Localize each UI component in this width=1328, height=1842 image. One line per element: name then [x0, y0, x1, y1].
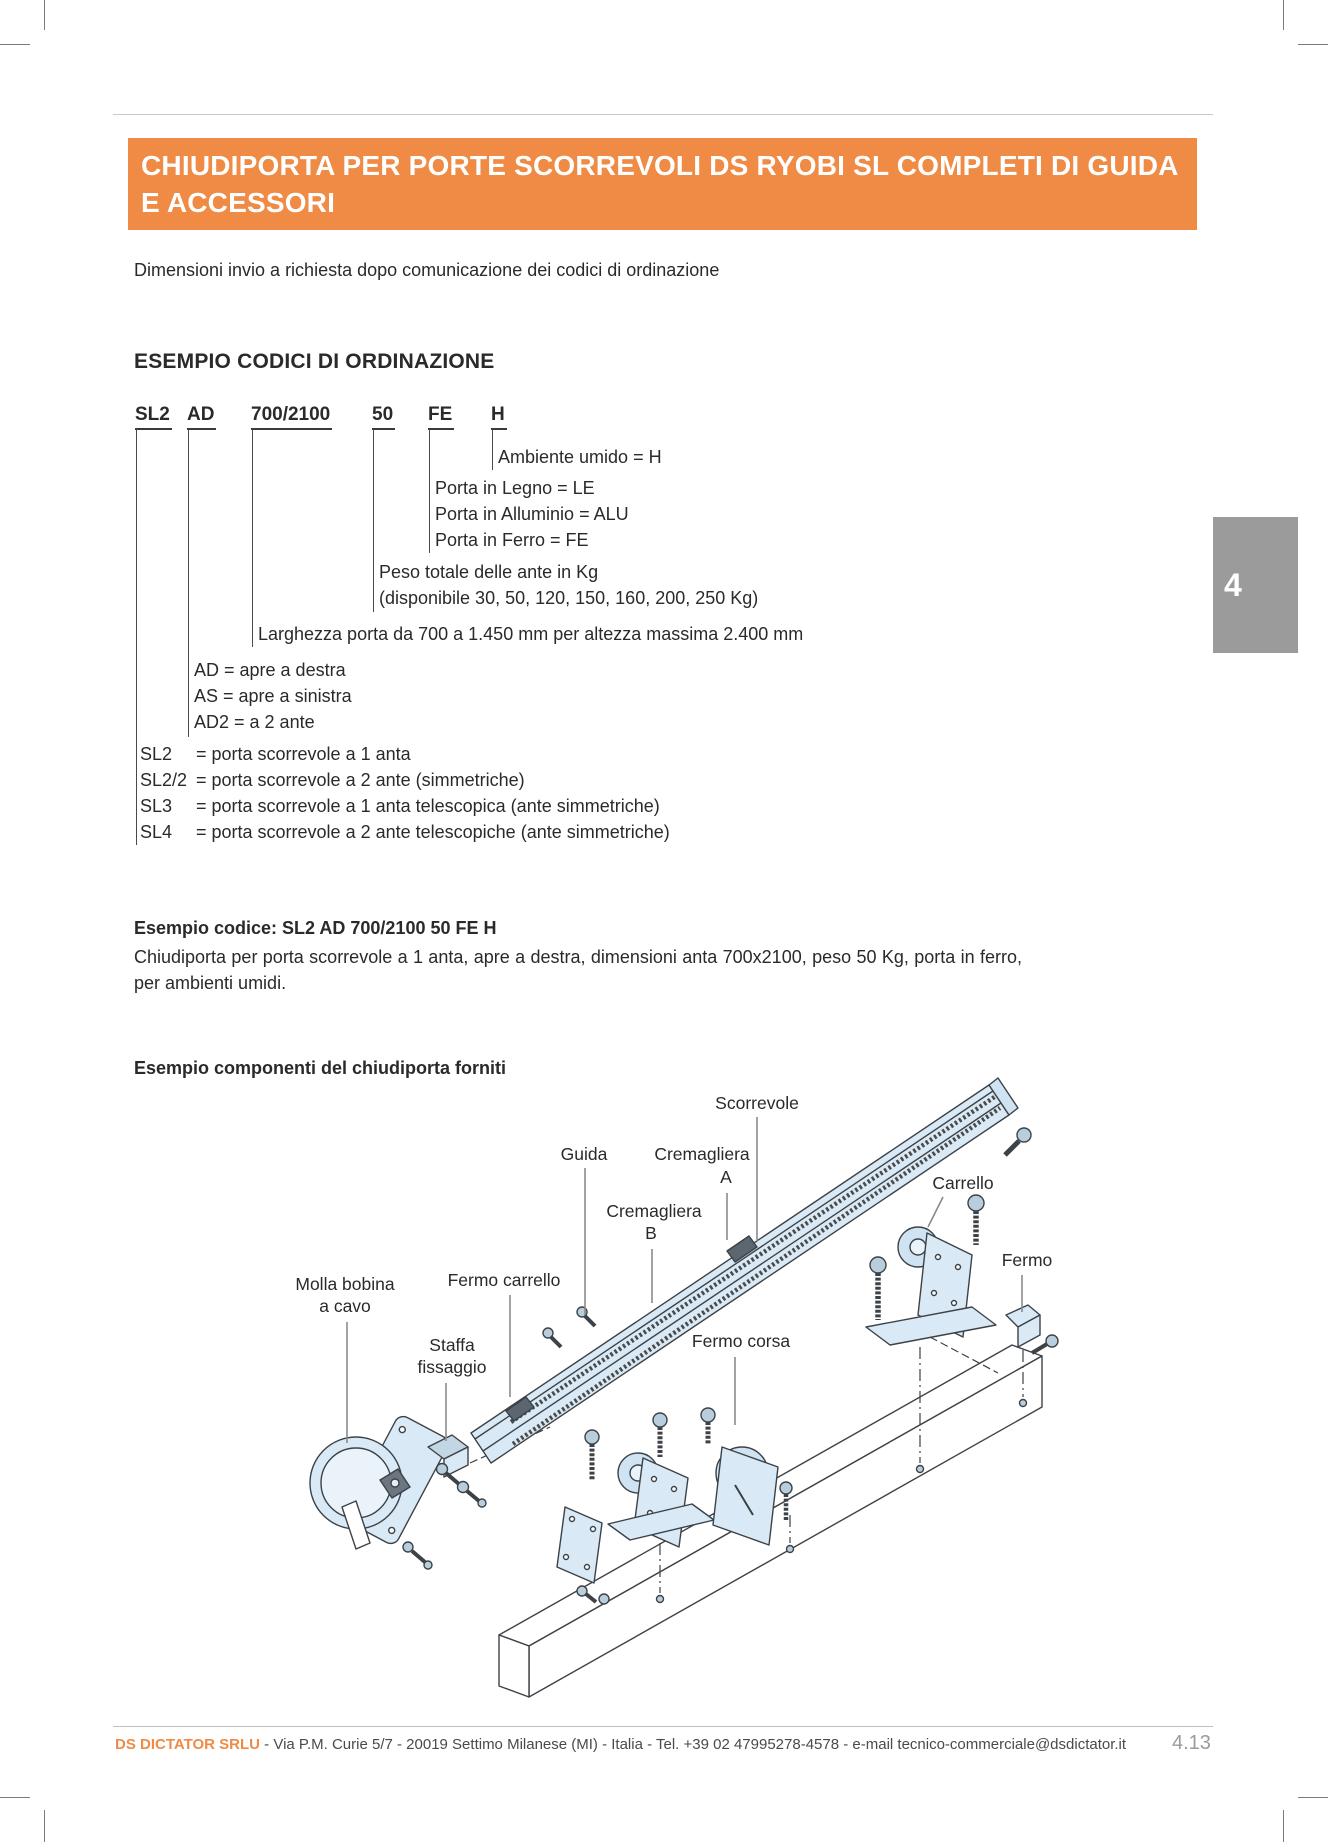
- label-ambiente: Ambiente umido = H: [498, 447, 662, 467]
- tipo-desc: = porta scorrevole a 1 anta: [196, 744, 411, 764]
- connector-line: [136, 429, 137, 845]
- label-fermo-carrello: Fermo carrello: [447, 1270, 561, 1290]
- title-banner: [128, 138, 1197, 230]
- top-rule: [113, 114, 1213, 115]
- crop-mark: [1298, 44, 1328, 45]
- code-part-peso: 50: [372, 404, 395, 430]
- code-part-ambiente: H: [491, 404, 507, 430]
- label-peso-2: (disponibile 30, 50, 120, 150, 160, 200, 250 Kg): [379, 588, 759, 608]
- tipo-code: SL4: [140, 822, 173, 842]
- label-peso-1: Peso totale delle ante in Kg: [379, 562, 599, 582]
- label-scorrevole: Scorrevole: [715, 1093, 799, 1113]
- intro-text: Dimensioni invio a richiesta dopo comunicazione dei codici di ordinazione: [134, 260, 720, 280]
- crop-mark: [0, 44, 30, 45]
- label-guida: Guida: [560, 1144, 608, 1164]
- crop-mark: [1283, 1810, 1284, 1842]
- tipo-row: [140, 744, 411, 765]
- connector-line: [252, 429, 253, 647]
- tipo-code: SL3: [140, 796, 173, 816]
- label-fermo: Fermo: [1001, 1250, 1053, 1270]
- label-larghezza: Larghezza porta da 700 a 1.450 mm per altezza massima 2.400 mm: [258, 624, 804, 644]
- chapter-tab: [1213, 517, 1298, 653]
- label-apertura-ad: AD = apre a destra: [194, 660, 346, 680]
- connector-line: [373, 429, 374, 612]
- label-staffa-2: fissaggio: [417, 1357, 487, 1377]
- label-cremagliera-b: Cremagliera: [606, 1201, 702, 1221]
- label-carrello: Carrello: [932, 1173, 994, 1193]
- label-staffa-1: Staffa: [429, 1335, 475, 1355]
- tipo-row: [140, 796, 660, 817]
- crop-mark: [0, 1797, 30, 1798]
- label-molla-2: a cavo: [319, 1296, 371, 1316]
- crop-mark: [1283, 0, 1284, 30]
- tipo-row: [140, 822, 670, 843]
- example-code-label: Esempio codice: SL2 AD 700/2100 50 FE H: [134, 918, 497, 938]
- label-porta-legno: Porta in Legno = LE: [435, 478, 595, 498]
- connector-line: [429, 429, 430, 553]
- footer-info: - Via P.M. Curie 5/7 - 20019 Settimo Milanese (MI) - Italia - Tel. +39 02 47995278-4578 - e-mail tecnico-commerciale@dsdictator.it: [260, 1736, 1127, 1753]
- label-cremagliera-b2: B: [645, 1223, 657, 1243]
- tipo-desc: = porta scorrevole a 2 ante (simmetriche): [196, 770, 525, 790]
- label-cremagliera-a2: A: [720, 1167, 732, 1187]
- label-cremagliera-a: Cremagliera: [654, 1144, 750, 1164]
- page-number: 4.13: [1172, 1732, 1211, 1754]
- crop-mark: [44, 0, 45, 30]
- footer-text: [115, 1736, 1126, 1753]
- crop-mark: [1298, 1797, 1328, 1798]
- chapter-number: 4: [1224, 566, 1242, 603]
- label-apertura-ad2: AD2 = a 2 ante: [194, 712, 315, 732]
- page-title-line1: CHIUDIPORTA PER PORTE SCORREVOLI DS RYOBI SL COMPLETI DI GUIDA: [141, 150, 1179, 181]
- connector-line: [188, 429, 189, 737]
- label-porta-ferro: Porta in Ferro = FE: [435, 530, 589, 550]
- crop-mark: [44, 1810, 45, 1842]
- connector-line: [492, 429, 493, 470]
- tipo-desc: = porta scorrevole a 2 ante telescopiche (ante simmetriche): [196, 822, 670, 842]
- tipo-row: [140, 770, 525, 791]
- label-molla-1: Molla bobina: [295, 1274, 395, 1294]
- tipo-code: SL2/2: [140, 770, 188, 790]
- ordering-heading: ESEMPIO CODICI DI ORDINAZIONE: [134, 350, 495, 373]
- exploded-diagram: [230, 1075, 1110, 1720]
- code-part-ad: AD: [187, 404, 216, 430]
- code-part-sl2: SL2: [135, 404, 172, 430]
- label-fermo-corsa: Fermo corsa: [691, 1331, 791, 1351]
- page-title-line2: E ACCESSORI: [141, 187, 336, 218]
- example-code-description: Chiudiporta per porta scorrevole a 1 anta, apre a destra, dimensioni anta 700x2100, peso 50 Kg, porta in ferro, per ambienti umidi.: [134, 947, 1022, 993]
- label-apertura-as: AS = apre a sinistra: [194, 686, 352, 706]
- label-porta-alluminio: Porta in Alluminio = ALU: [435, 504, 629, 524]
- tipo-code: SL2: [140, 744, 173, 764]
- carriage-right: [866, 1195, 996, 1345]
- footer-rule: [113, 1726, 1213, 1727]
- fixing-bracket: [428, 1435, 486, 1507]
- code-part-dim: 700/2100: [251, 404, 332, 430]
- code-part-materiale: FE: [428, 404, 454, 430]
- components-heading: Esempio componenti del chiudiporta forniti: [134, 1058, 507, 1078]
- tipo-desc: = porta scorrevole a 1 anta telescopica (ante simmetriche): [196, 796, 660, 816]
- spring-reel: [310, 1413, 451, 1569]
- footer-company: DS DICTATOR SRLU: [115, 1736, 260, 1753]
